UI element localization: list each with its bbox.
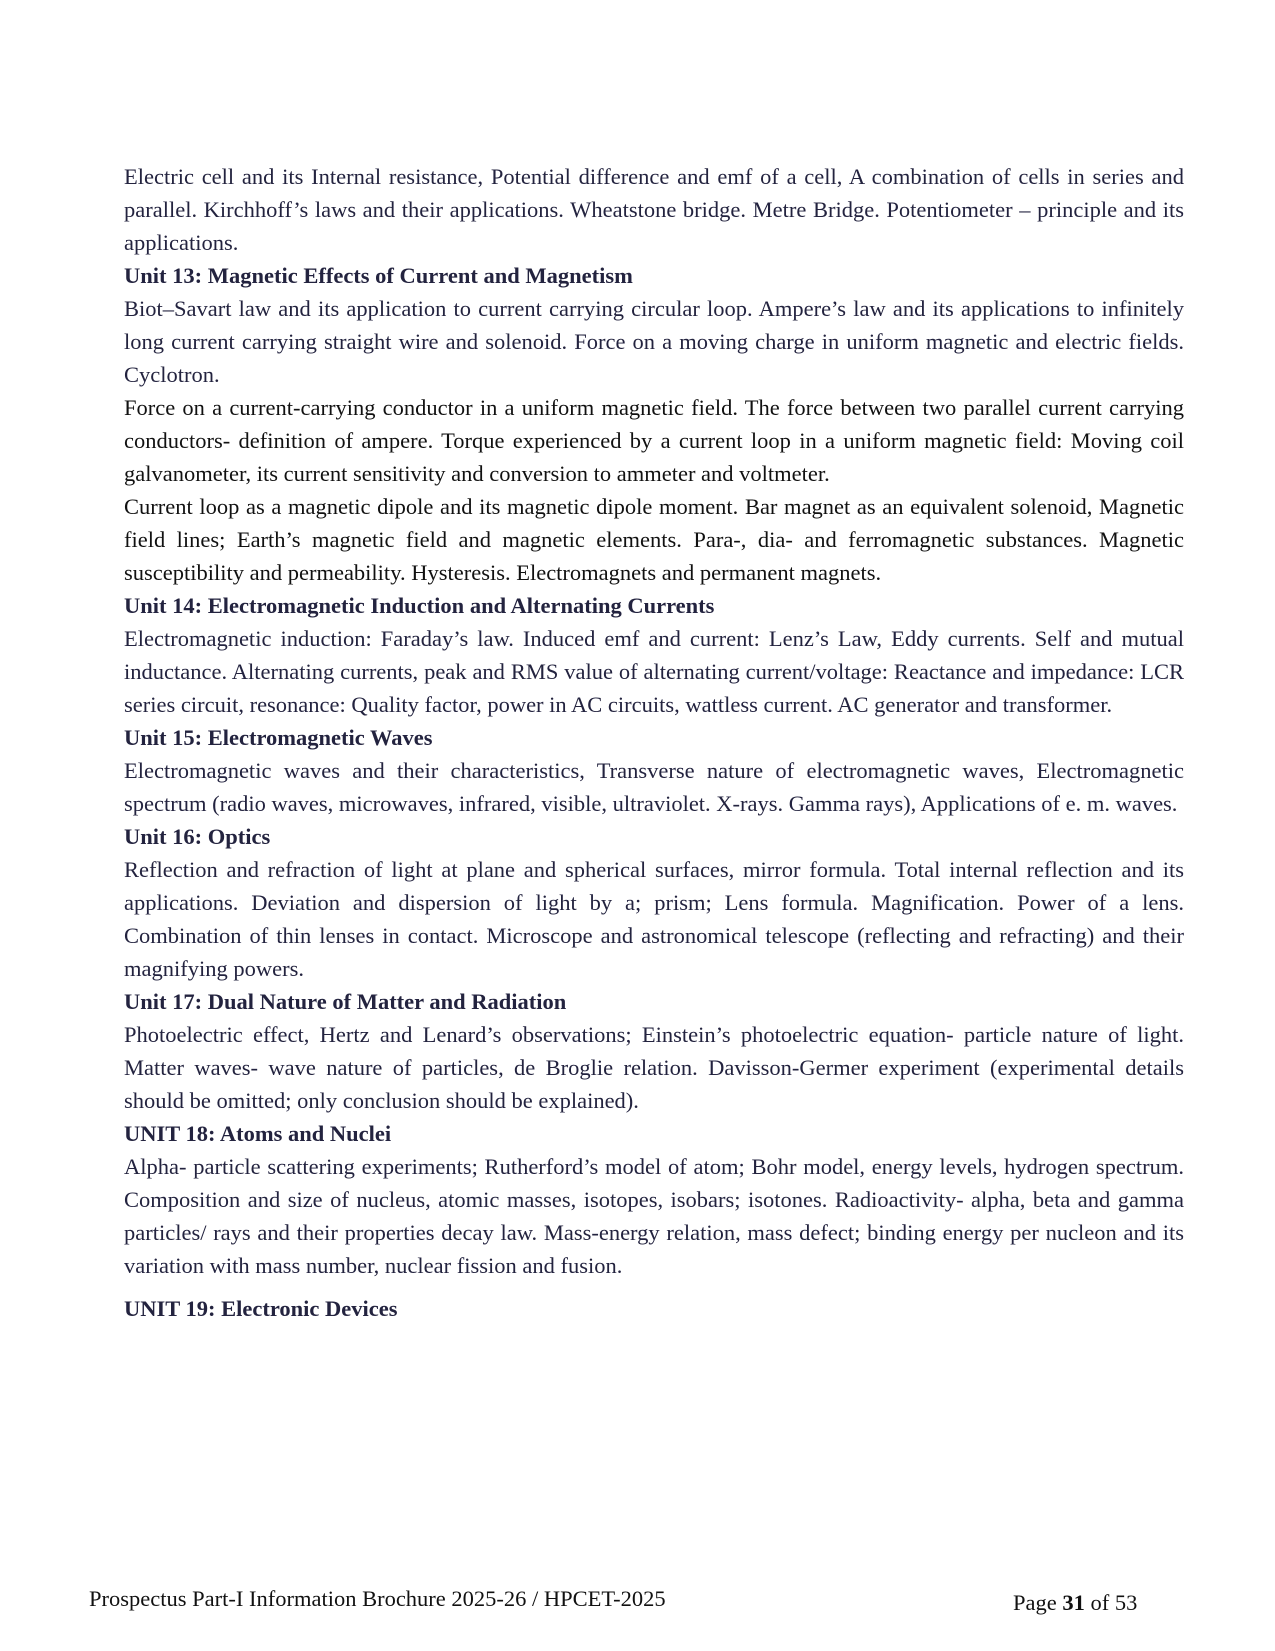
paragraph-em-induction: Electromagnetic induction: Faraday’s law. Induced emf and current: Lenz’s Law, Eddy currents. Self and mutual inductance. Alternating currents, peak and RMS value of alternating current/voltage: Reactance and impedance: LCR series circuit, resonance: Quality factor, power in AC circuits, wattless current. AC generator and transformer. — [124, 626, 1184, 717]
paragraph-force-on-conductor: Force on a current-carrying conductor in a uniform magnetic field. The force between two parallel current carrying conductors- definition of ampere. Torque experienced by a current loop in a uniform magnetic field: Moving coil galvanometer, its current sensitivity and conversion to ammeter and voltmeter. — [124, 395, 1184, 486]
paragraph-magnetic-dipole: Current loop as a magnetic dipole and its magnetic dipole moment. Bar magnet as an equivalent solenoid, Magnetic field lines; Earth’s magnetic field and magnetic elements. Para-, dia- and ferromagnetic substances. Magnetic susceptibility and permeability. Hysteresis. Electromagnets and permanent magnets. — [124, 494, 1184, 585]
page-number: 31 — [1062, 1590, 1085, 1615]
page-content — [124, 160, 1184, 1325]
page-indicator — [1013, 1590, 1137, 1616]
heading-unit-18: UNIT 18: Atoms and Nuclei — [124, 1121, 392, 1146]
footer-title: Prospectus Part-I Information Brochure 2025-26 / HPCET-2025 — [89, 1586, 666, 1611]
paragraph-dual-nature: Photoelectric effect, Hertz and Lenard’s observations; Einstein’s photoelectric equation- particle nature of light. Matter waves- wave nature of particles, de Broglie relation. Davisson-Germer experiment (experimental details should be omitted; only conclusion should be explained). — [124, 1022, 1184, 1113]
heading-unit-15: Unit 15: Electromagnetic Waves — [124, 725, 433, 750]
heading-unit-19: UNIT 19: Electronic Devices — [124, 1296, 398, 1321]
heading-unit-14: Unit 14: Electromagnetic Induction and Alternating Currents — [124, 593, 715, 618]
page-prefix: Page — [1013, 1590, 1057, 1615]
paragraph-current-electricity: Electric cell and its Internal resistance, Potential difference and emf of a cell, A combination of cells in series and parallel. Kirchhoff’s laws and their applications. Wheatstone bridge. Metre Bridge. Potentiometer – principle and its applications. — [124, 164, 1184, 255]
heading-unit-16: Unit 16: Optics — [124, 824, 271, 849]
paragraph-biot-savart: Biot–Savart law and its application to current carrying circular loop. Ampere’s law and its applications to infinitely long current carrying straight wire and solenoid. Force on a moving charge in uniform magnetic and electric fields. Cyclotron. — [124, 296, 1184, 387]
heading-unit-13: Unit 13: Magnetic Effects of Current and Magnetism — [124, 263, 633, 288]
page-total: 53 — [1114, 1590, 1138, 1615]
paragraph-atoms-nuclei: Alpha- particle scattering experiments; Rutherford’s model of atom; Bohr model, energy levels, hydrogen spectrum. Composition and size of nucleus, atomic masses, isotopes, isobars; isotones. Radioactivity- alpha, beta and gamma particles/ rays and their properties decay law. Mass-energy relation, mass defect; binding energy per nucleon and its variation with mass number, nuclear fission and fusion. — [124, 1154, 1184, 1278]
paragraph-optics: Reflection and refraction of light at plane and spherical surfaces, mirror formula. Total internal reflection and its applications. Deviation and dispersion of light by a; prism; Lens formula. Magnification. Power of a lens. Combination of thin lenses in contact. Microscope and astronomical telescope (reflecting and refracting) and their magnifying powers. — [124, 857, 1184, 981]
paragraph-em-waves: Electromagnetic waves and their characteristics, Transverse nature of electromagnetic waves, Electromagnetic spectrum (radio waves, microwaves, infrared, visible, ultraviolet. X-rays. Gamma rays), Applications of e. m. waves. — [124, 758, 1184, 816]
page-of: of — [1090, 1590, 1110, 1615]
heading-unit-17: Unit 17: Dual Nature of Matter and Radiation — [124, 989, 567, 1014]
